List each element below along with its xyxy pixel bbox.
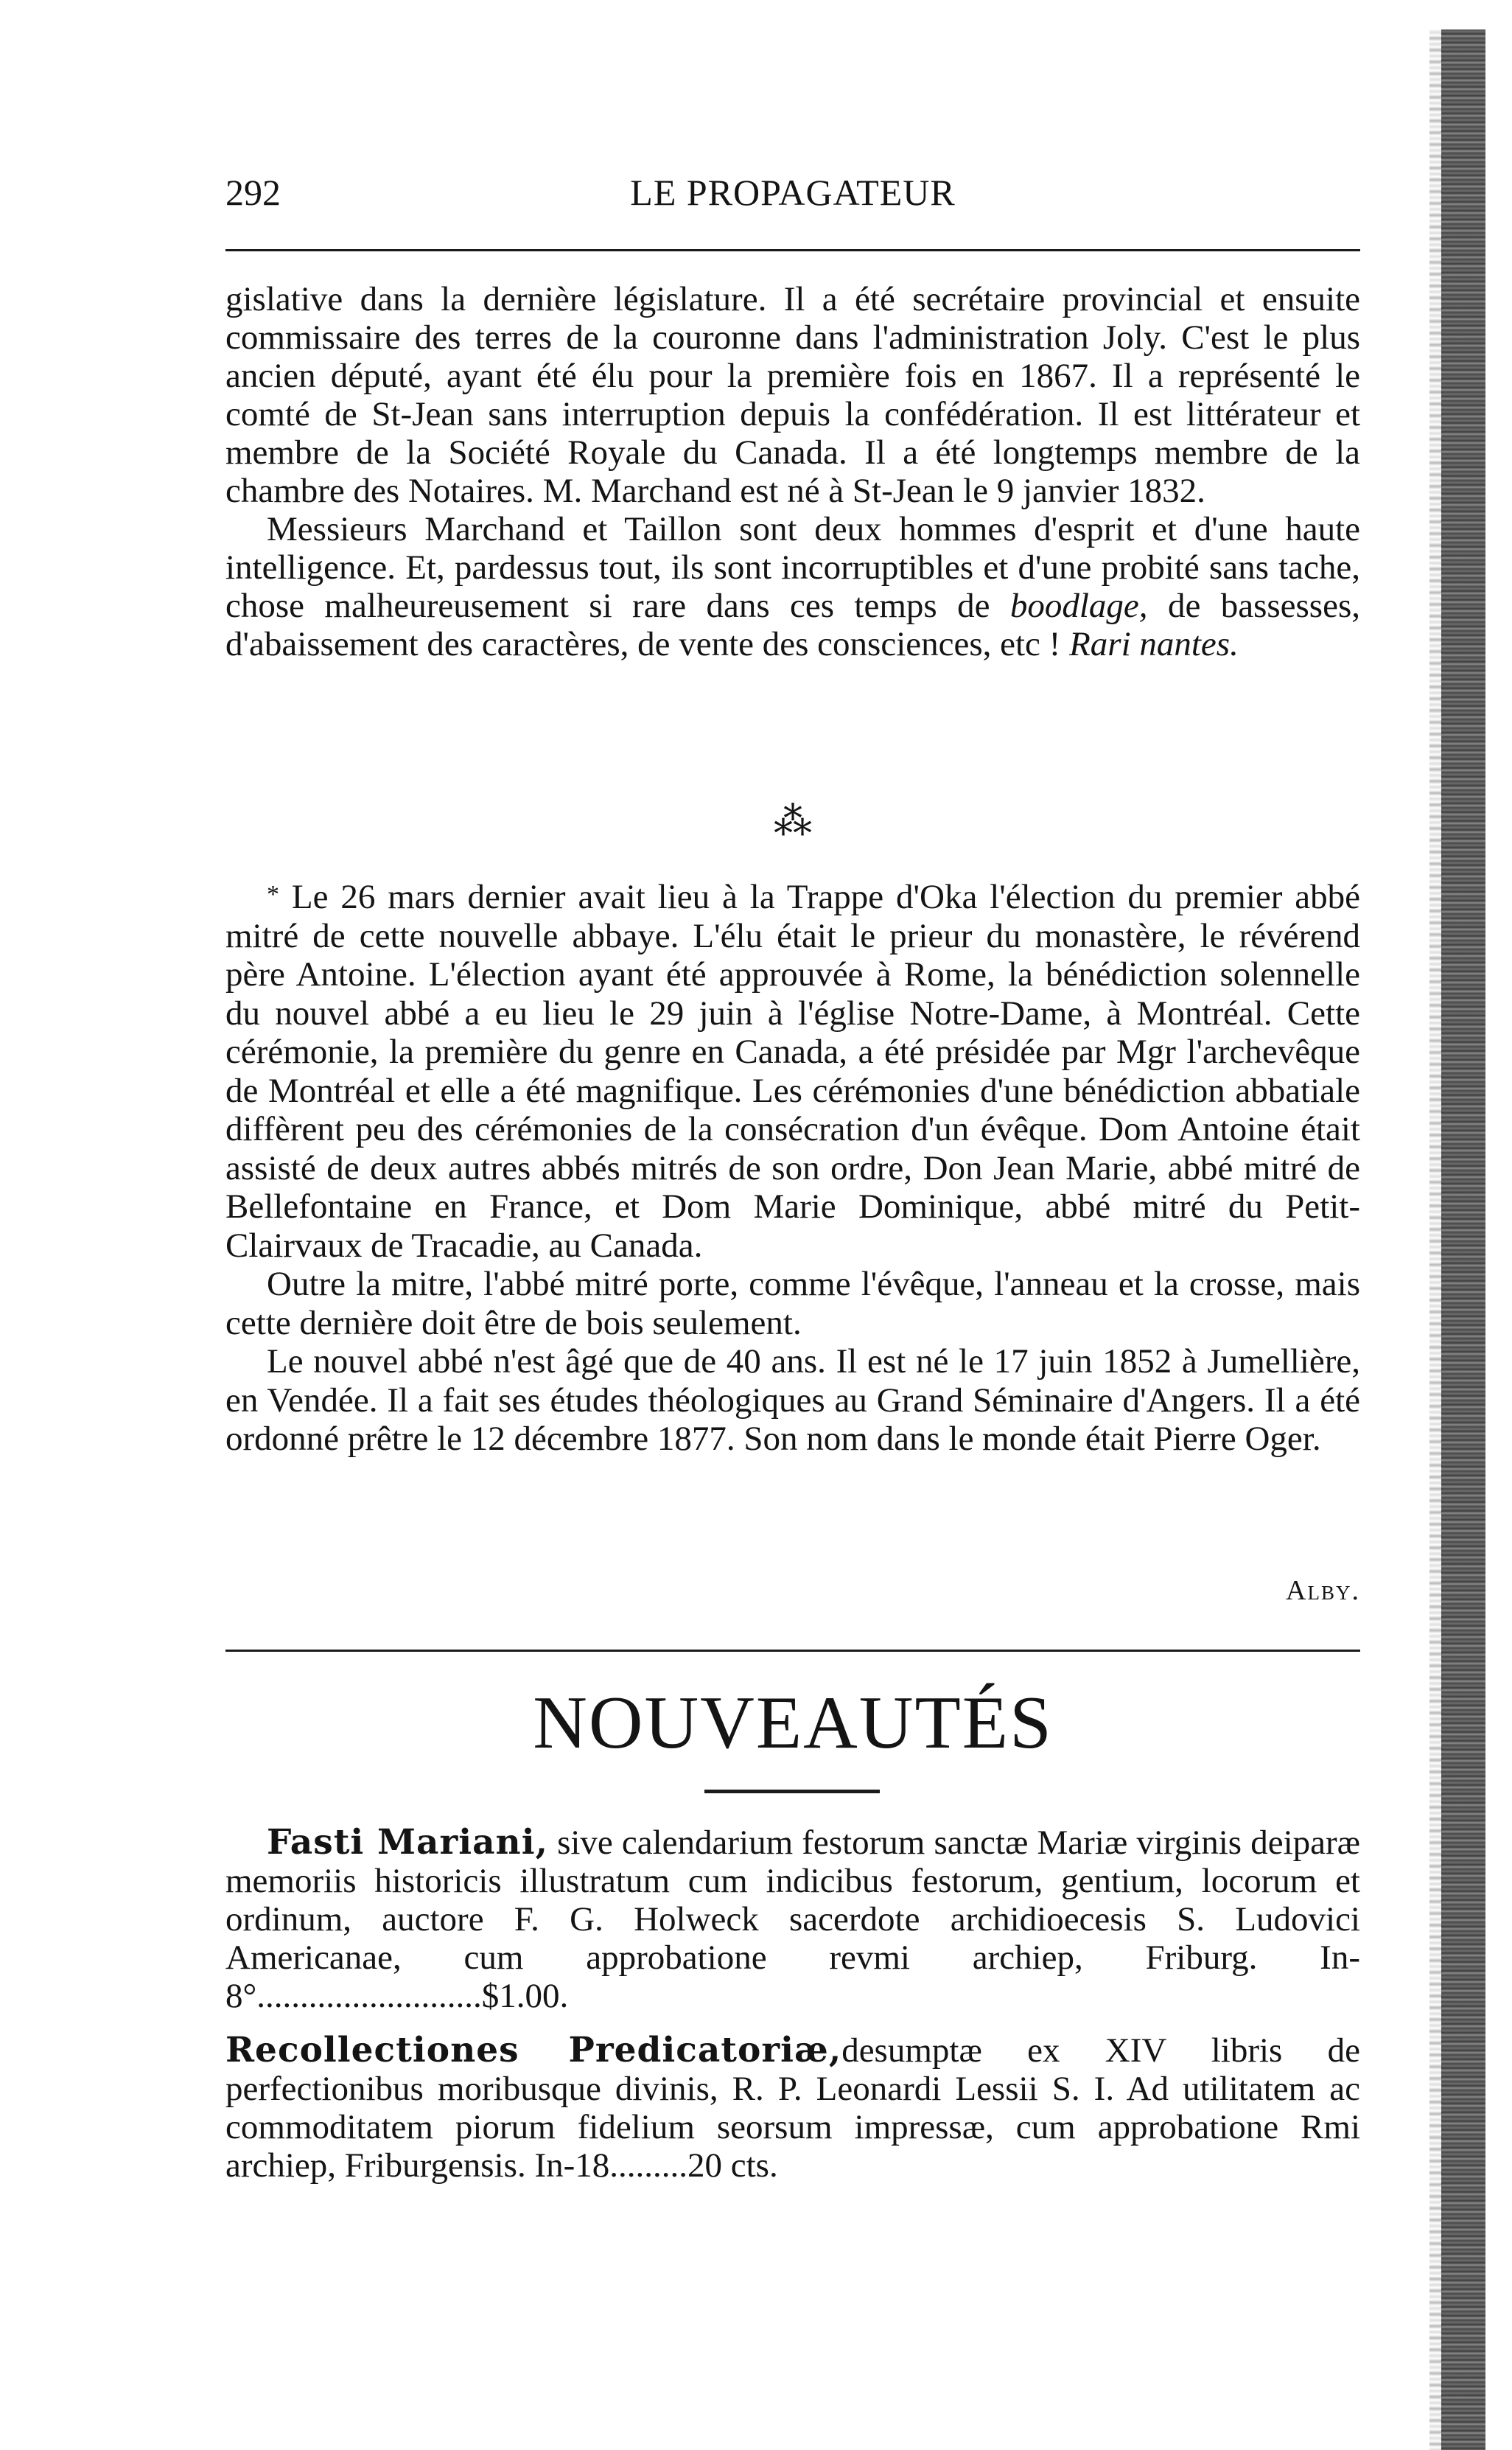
- paragraph-nouvel-abbe: Le nouvel abbé n'est âgé que de 40 ans. Il est né le 17 juin 1852 à Jumellière, en Vendée. Il a fait ses études théologiques au Grand Séminaire d'Angers. Il a été ordonné prêtre le 12 décembre 1877. Son nom dans le monde était Pierre Oger.: [225, 1342, 1360, 1458]
- paragraph-mitre: Outre la mitre, l'abbé mitré porte, comme l'évêque, l'anneau et la crosse, mais cette dernière doit être de bois seulement.: [225, 1265, 1360, 1342]
- entry-description: sive calendarium festorum sanctæ Mariæ virginis deiparæ memoriis historicis illustratum cum indicibus festorum, gentium, locorum et ordinum, auctore F. G. Holweck sacerdote archidioecesis S. Ludovici Americanae, cum approbatione revmi archiep, Friburg. In-8°: [225, 1823, 1360, 2015]
- document-page: [225, 0, 1360, 2450]
- asterism-separator: ⁂: [774, 801, 812, 843]
- section-rule: [225, 1650, 1360, 1652]
- paragraph-marchand: gislative dans la dernière législature. Il a été secrétaire provincial et ensuite commissaire des terres de la couronne dans l'administration Joly. C'est le plus ancien député, ayant été élu pour la première fois en 1867. Il a représenté le comté de St-Jean sans interruption depuis la confédération. Il est littérateur et membre de la Société Royale du Canada. Il a été longtemps membre de la chambre des Notaires. M. Marchand est né à St-Jean le 9 janvier 1832.: [225, 280, 1360, 510]
- paragraph-esprit-middle: de bassesses, d'abaissement des caractères, de vente des consciences, etc !: [225, 587, 1360, 663]
- author-signature: Alby.: [1286, 1575, 1360, 1606]
- header-rule: [225, 249, 1360, 251]
- paragraph-election-text: Le 26 mars dernier avait lieu à la Trappe d'Oka l'élection du premier abbé mitré de cette nouvelle abbaye. L'élu était le prieur du monastère, le révérend père Antoine. L'élection ayant été approuvée à Rome, la bénédiction solennelle du nouvel abbé a eu lieu le 29 juin à l'église Notre-Dame, à Montréal. Cette cérémonie, la première du genre en Canada, a été présidée par Mgr l'archevêque de Montréal et elle a été magnifique. Les cérémonies d'une bénédiction abbatiale diffèrent peu des cérémonies de la consécration d'un évêque. Dom Antoine était assisté de deux autres abbés mitrés de son ordre, Don Jean Marie, abbé mitré de Bellefontaine en France, et Dom Marie Dominique, abbé mitré du Petit-Clairvaux de Tracadie, au Canada.: [225, 878, 1361, 1265]
- section-trappe-oka: [225, 876, 1360, 1459]
- entry-title: Recollectiones Predicatoriæ,: [225, 2030, 842, 2070]
- running-title: LE PROPAGATEUR: [630, 172, 956, 213]
- entry-price: .........20 cts.: [609, 2146, 778, 2185]
- paragraph-esprit: [225, 510, 1360, 663]
- page-number: 292: [225, 172, 281, 213]
- nouveautes-list: [225, 1823, 1360, 2201]
- heading-underline: [704, 1790, 880, 1793]
- entry-description: desumptæ ex XIV libris de perfectionibus moribusque divinis, R. P. Leonardi Lessii S. I. Ad utilitatem ac commoditatem piorum fidelium seorsum impressæ, cum approbatione Rmi archiep, Friburgensis. In-18: [225, 2031, 1361, 2185]
- nouveautes-heading: NOUVEAUTÉS: [533, 1681, 1053, 1765]
- italic-rari-nantes: Rari nantes.: [1069, 625, 1239, 663]
- asterism-marker: *: [267, 881, 279, 908]
- entry-price: ..........................$1.00.: [256, 1977, 569, 2015]
- entry-title: Fasti Mariani,: [267, 1822, 548, 1863]
- list-item: [225, 2031, 1360, 2185]
- paragraph-election: [225, 876, 1360, 1265]
- page-header: [225, 171, 1360, 223]
- paragraph-esprit-text: Messieurs Marchand et Taillon sont deux hommes d'esprit et d'une haute intelligence. Et, pardessus tout, ils sont incorruptibles et d'une probité sans tache, chose malheureusement si rare dans ces temps de: [225, 510, 1360, 625]
- section-marchand-taillon: [225, 280, 1360, 663]
- list-item: [225, 1823, 1360, 2015]
- scan-edge-binding: [1441, 29, 1485, 2450]
- italic-boodlage: boodlage,: [1009, 587, 1148, 625]
